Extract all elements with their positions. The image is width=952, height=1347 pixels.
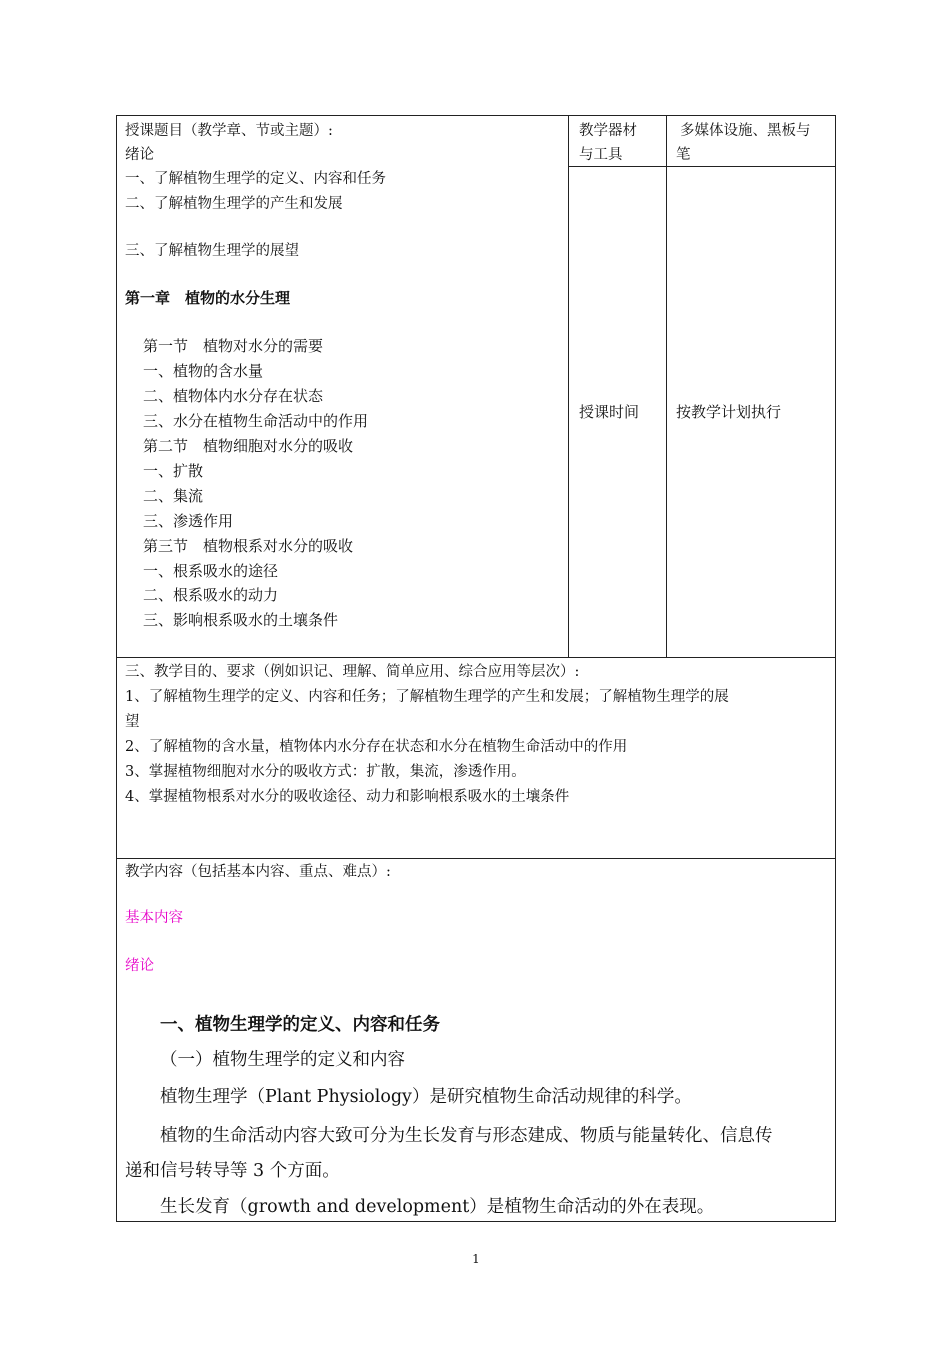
body-paragraph: 生长发育（growth and development）是植物生命活动的外在表现。	[160, 1197, 715, 1217]
content-heading: 教学内容（包括基本内容、重点、难点）:	[125, 864, 391, 880]
outline-section: 三、渗透作用	[143, 512, 234, 530]
page-number: 1	[472, 1252, 480, 1266]
table-divider	[568, 115, 569, 658]
objective-item: 1、了解植物生理学的定义、内容和任务；了解植物生理学的产生和发展；了解植物生理学的展	[125, 689, 729, 705]
equipment-label-line2: 与工具	[579, 147, 623, 163]
outline-section: 二、根系吸水的动力	[143, 586, 279, 604]
equipment-value: 多媒体设施、黑板与	[680, 123, 811, 139]
outline-section: 第三节 植物根系对水分的吸收	[143, 537, 354, 555]
outline-item: 一、了解植物生理学的定义、内容和任务	[125, 171, 386, 187]
outline-section: 一、植物的含水量	[143, 362, 264, 380]
equipment-label: 教学器材	[579, 123, 637, 139]
outline-section: 一、扩散	[143, 462, 204, 480]
body-paragraph: 植物的生命活动内容大致可分为生长发育与形态建成、物质与能量转化、信息传	[160, 1126, 773, 1146]
outline-section: 二、集流	[143, 487, 204, 505]
subsection-title: （一）植物生理学的定义和内容	[160, 1050, 405, 1070]
table-divider	[666, 115, 667, 658]
table-divider	[116, 858, 836, 859]
time-label: 授课时间	[579, 403, 640, 421]
outline-section: 第二节 植物细胞对水分的吸收	[143, 437, 354, 455]
outline-section: 一、根系吸水的途径	[143, 562, 279, 580]
outline-section: 二、植物体内水分存在状态	[143, 387, 324, 405]
topic-value: 绪论	[125, 147, 154, 163]
outline-section: 三、水分在植物生命活动中的作用	[143, 412, 369, 430]
outline-section: 三、影响根系吸水的土壤条件	[143, 611, 339, 629]
objective-item: 望	[125, 714, 140, 730]
basic-content-label: 基本内容	[125, 910, 183, 926]
objective-item: 3、掌握植物细胞对水分的吸收方式：扩散，集流，渗透作用。	[125, 764, 526, 780]
time-value: 按教学计划执行	[676, 403, 782, 421]
outline-section: 第一节 植物对水分的需要	[143, 337, 324, 355]
objective-item: 4、掌握植物根系对水分的吸收途径、动力和影响根系吸水的土壤条件	[125, 789, 570, 805]
outline-item: 二、了解植物生理学的产生和发展	[125, 196, 343, 212]
table-divider	[116, 657, 836, 658]
objective-item: 2、了解植物的含水量，植物体内水分存在状态和水分在植物生命活动中的作用	[125, 739, 628, 755]
chapter-title: 第一章 植物的水分生理	[125, 289, 291, 307]
intro-label: 绪论	[125, 958, 154, 974]
topic-label: 授课题目（教学章、节或主题）:	[125, 123, 333, 139]
body-paragraph: 植物生理学（Plant Physiology）是研究植物生命活动规律的科学。	[160, 1087, 692, 1107]
outline-item: 三、了解植物生理学的展望	[125, 243, 299, 259]
equipment-value-line2: 笔	[676, 147, 691, 163]
section-title: 一、植物生理学的定义、内容和任务	[160, 1015, 440, 1035]
body-paragraph-continued: 递和信号转导等 3 个方面。	[125, 1161, 340, 1181]
objectives-heading: 三、教学目的、要求（例如识记、理解、简单应用、综合应用等层次）:	[125, 664, 580, 680]
